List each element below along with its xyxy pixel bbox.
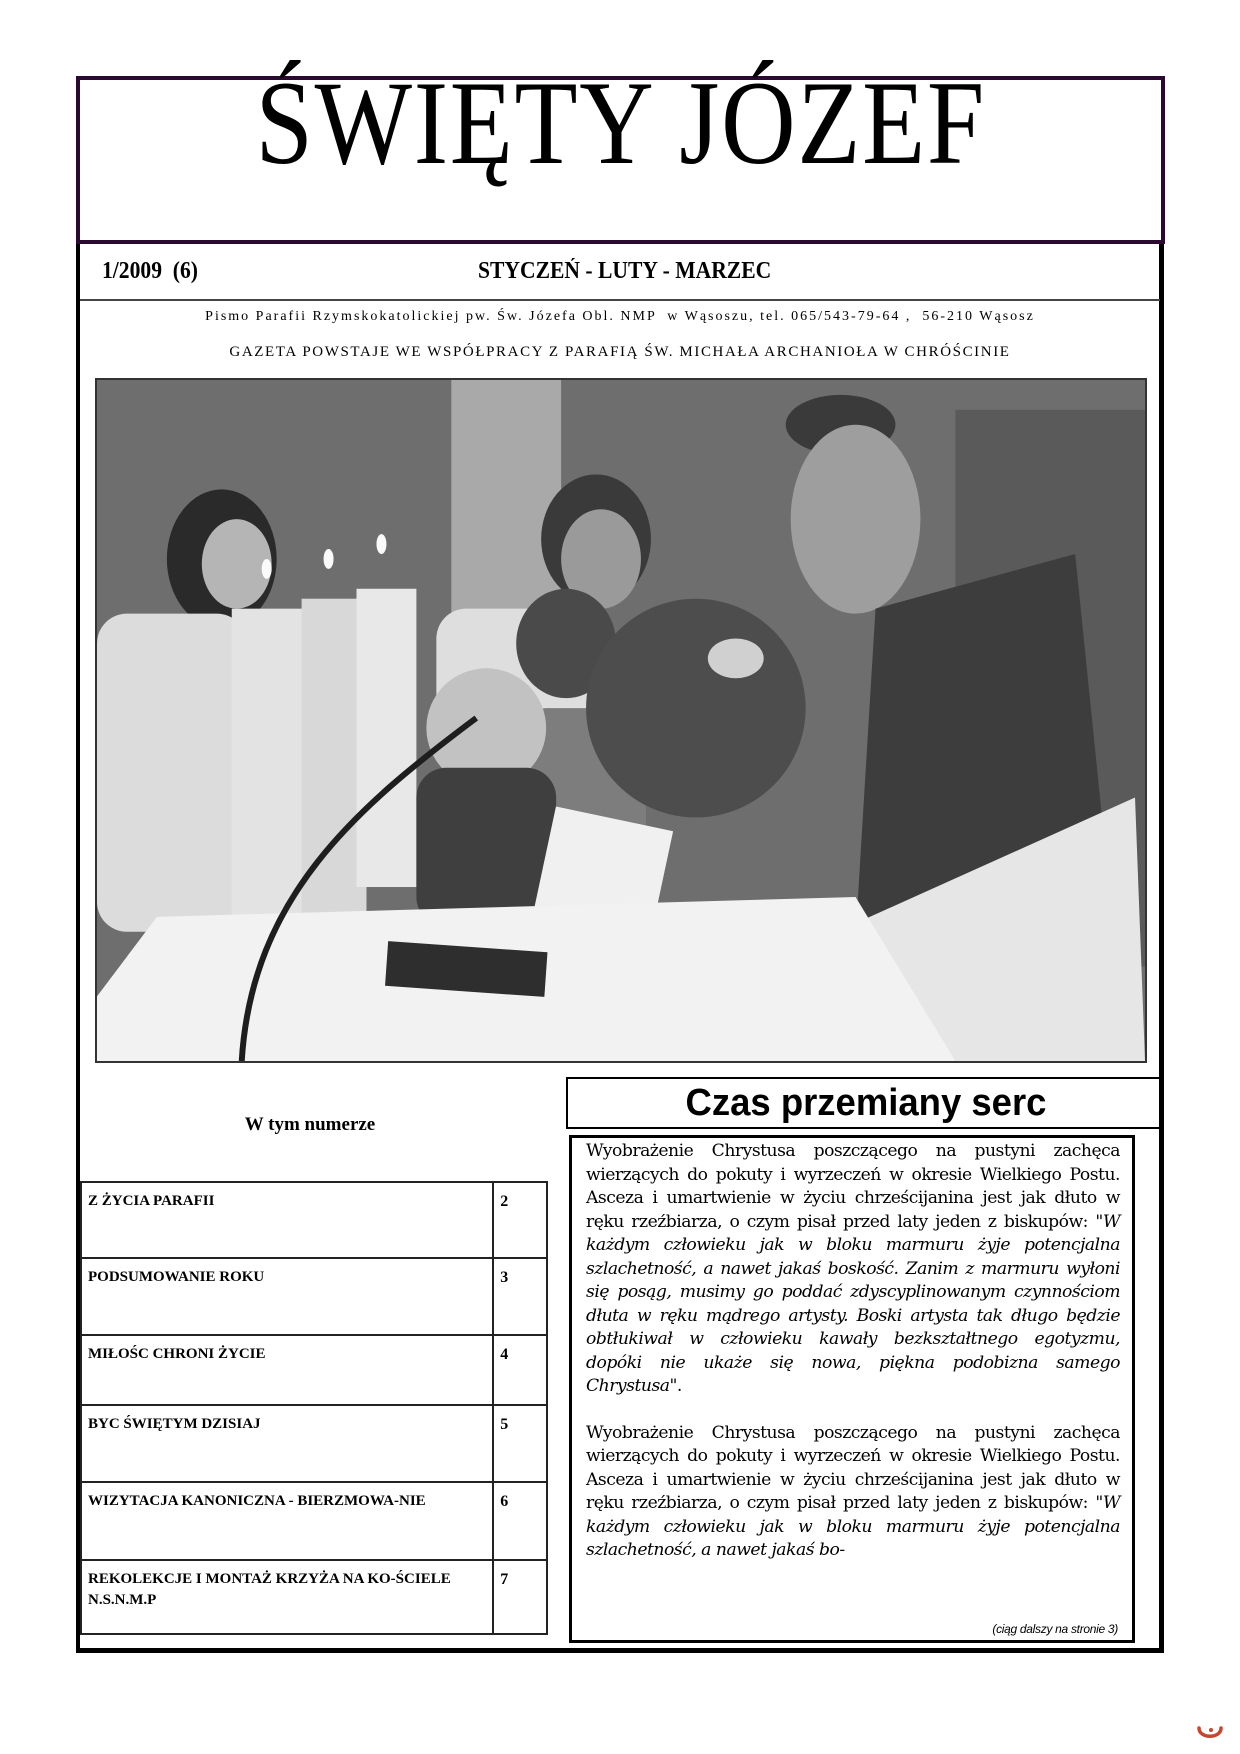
photo-candle-3 <box>357 589 417 887</box>
article-paragraph-tail: ". <box>669 1376 682 1396</box>
photo-flame-1 <box>262 559 272 579</box>
toc-row[interactable] <box>81 1560 547 1634</box>
toc-item-title[interactable]: REKOLEKCJE I MONTAŻ KRZYŻA NA KO-ŚCIELE N.S.N.M.P <box>81 1560 493 1634</box>
photo-bouquet-flower <box>708 638 764 678</box>
article-paragraph <box>586 1140 1120 1399</box>
cooperation-line: GAZETA POWSTAJE WE WSPÓŁPRACY Z PARAFIĄ ŚW. MICHAŁA ARCHANIOŁA W CHRÓŚCINIE <box>229 344 1011 360</box>
photo-girl-jacket <box>416 768 556 927</box>
masthead <box>76 55 1165 244</box>
article-paragraph <box>586 1422 1120 1563</box>
article-title: Czas przemiany serc <box>685 1081 1047 1124</box>
photo-bouquet <box>586 599 806 818</box>
app-logo-icon <box>1196 1722 1224 1742</box>
app-logo-glyph <box>1196 1722 1224 1742</box>
toc-item-title[interactable]: MIŁOŚC CHRONI ŻYCIE <box>81 1335 493 1405</box>
toc-item-page: 4 <box>493 1335 547 1405</box>
article-paragraph-quote: W każdym człowieku jak w bloku marmuru żyje potencjalna szlachetność, a nawet jakaś bo- <box>586 1493 1120 1560</box>
issue-months: STYCZEŃ - LUTY - MARZEC <box>478 258 772 284</box>
photo-woman-blouse <box>97 614 247 932</box>
article-title-box <box>566 1077 1164 1129</box>
toc-item-title[interactable]: WIZYTACJA KANONICZNA - BIERZMOWA-NIE <box>81 1482 493 1560</box>
publisher-line: Pismo Parafii Rzymskokatolickiej pw. Św. Józefa Obl. NMP w Wąsoszu, tel. 065/543-79-64 , 56-210 Wąsosz <box>205 309 1035 324</box>
article-paragraph-lead: Wyobrażenie Chrystusa poszczącego na pustyni zachęca wierzących do pokuty i wyrzeczeń w okresie Wielkiego Postu. Asceza i umartwienie w życiu chrześcijanina jest jak dłuto w ręku rzeźbiarza, o czym pisał przed laty jeden z biskupów: " <box>586 1422 1120 1513</box>
toc-item-page: 2 <box>493 1182 547 1258</box>
toc-item-title[interactable]: PODSUMOWANIE ROKU <box>81 1258 493 1335</box>
toc-item-page: 7 <box>493 1560 547 1634</box>
toc-item-title[interactable]: BYC ŚWIĘTYM DZISIAJ <box>81 1405 493 1482</box>
continued-link[interactable]: (ciąg dalszy na stronie 3) <box>992 1622 1118 1636</box>
toc-item-page: 6 <box>493 1482 547 1560</box>
toc-table <box>80 1181 548 1635</box>
toc-item-title[interactable]: Z ŻYCIA PARAFII <box>81 1182 493 1258</box>
toc-item-page: 5 <box>493 1405 547 1482</box>
toc-row[interactable] <box>81 1182 547 1258</box>
cover-photo-illustration <box>97 380 1145 1061</box>
article-paragraph-lead: Wyobrażenie Chrystusa poszczącego na pustyni zachęca wierzących do pokuty i wyrzeczeń w okresie Wielkiego Postu. Asceza i umartwienie w życiu chrześcijanina jest jak dłuto w ręku rzeźbiarza, o czym pisał przed laty jeden z biskupów: " <box>586 1141 1120 1232</box>
toc-row[interactable] <box>81 1335 547 1405</box>
photo-woman-face <box>202 519 272 608</box>
issue-number: 1/2009 (6) <box>102 258 198 284</box>
toc-row[interactable] <box>81 1258 547 1335</box>
masthead-title: ŚWIĘTY JÓZEF <box>255 55 986 189</box>
issue-row <box>80 244 1160 301</box>
toc-item-page: 3 <box>493 1258 547 1335</box>
photo-flame-3 <box>376 534 386 554</box>
cover-photo <box>95 378 1147 1063</box>
article-paragraph-quote: W każdym człowieku jak w bloku marmuru żyje potencjalna szlachetność, a nawet jakaś boskość. Zanim z marmuru wyłoni się posąg, musimy go poddać zdyscyplinowanym czynnościom dłuta w ręku mądrego artysty. Boski artysta tak długo będzie obtłukiwał w człowieku kawały bezkształtnego egotyzmu, dopóki nie ukaże się nowa, piękna podobizna samego Chrystusa <box>586 1211 1120 1396</box>
toc-heading: W tym numerze <box>244 1113 376 1135</box>
photo-flame-2 <box>324 549 334 569</box>
article-box <box>569 1135 1135 1643</box>
toc-row[interactable] <box>81 1405 547 1482</box>
photo-bishop-face <box>791 425 921 614</box>
photo-candle-1 <box>232 609 307 937</box>
toc-row[interactable] <box>81 1482 547 1560</box>
